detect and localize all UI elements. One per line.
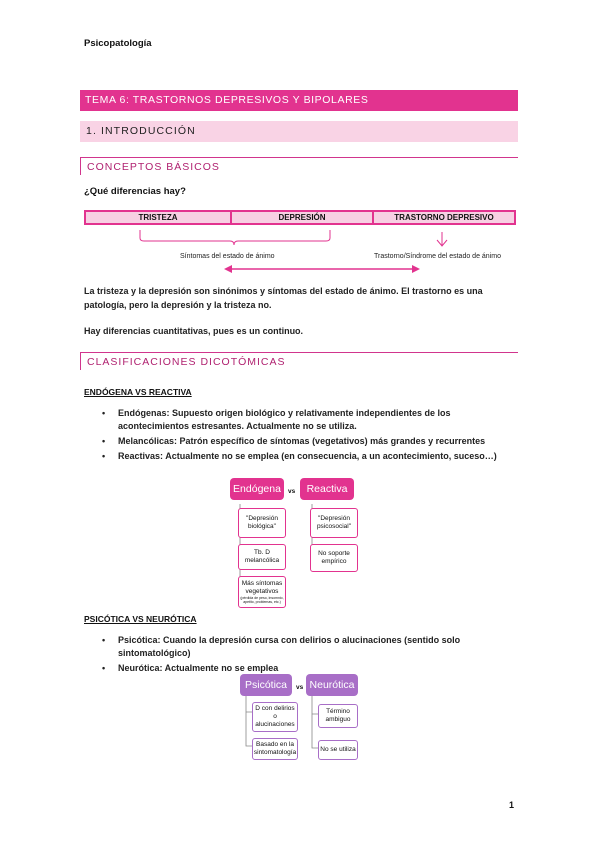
caption-symptoms: Síntomas del estado de ánimo bbox=[180, 253, 275, 260]
question-text: ¿Qué diferencias hay? bbox=[84, 186, 186, 197]
diagram-child-note: (pérdida de peso, insomnio, apetito, problemas, etc.) bbox=[240, 596, 284, 604]
diagram-vs: vs bbox=[288, 488, 296, 495]
diagram-child-melancolica: Tb. D melancólica bbox=[238, 544, 286, 570]
double-arrow-right-head bbox=[412, 265, 420, 273]
diagram-vs: vs bbox=[296, 684, 304, 691]
diagram-child-no-soporte: No soporte empírico bbox=[310, 544, 358, 572]
scale-annotations bbox=[84, 228, 516, 276]
bar-label-trastorno: TRASTORNO DEPRESIVO bbox=[394, 213, 494, 222]
diagram-child-termino-ambiguo: Término ambiguo bbox=[318, 704, 358, 728]
chapter-title: TEMA 6: TRASTORNOS DEPRESIVOS Y BIPOLARES bbox=[80, 90, 518, 111]
list-item: • Melancólicas: Patrón específico de síntomas (vegetativos) más grandes y recurrentes bbox=[100, 435, 518, 448]
diagram-child-sintomas-vegetativos bbox=[238, 576, 286, 608]
diagram-child-depresion-biologica: "Depresión biológica" bbox=[238, 508, 286, 538]
bar-label-depresion: DEPRESIÓN bbox=[278, 213, 326, 222]
list-item: • Neurótica: Actualmente no se emplea bbox=[100, 662, 518, 675]
diagram-child-no-se-utiliza: No se utiliza bbox=[318, 740, 358, 760]
list-psicotica-neurotica bbox=[100, 634, 518, 677]
diagram-box-endogena: Endógena bbox=[230, 478, 284, 500]
section-heading-clasificaciones: CLASIFICACIONES DICOTÓMICAS bbox=[80, 352, 518, 370]
list-item: • Psicótica: Cuando la depresión cursa con delirios o alucinaciones (sentido solo sintomatológico) bbox=[100, 634, 518, 660]
section-heading-conceptos: CONCEPTOS BÁSICOS bbox=[80, 157, 518, 175]
diagram-child-depresion-psicosocial: "Depresión psicosocial" bbox=[310, 508, 358, 538]
double-arrow-left-head bbox=[224, 265, 232, 273]
concept-scale-bar bbox=[84, 210, 516, 225]
bar-label-tristeza: TRISTEZA bbox=[138, 213, 178, 222]
diagram-box-neurotica: Neurótica bbox=[306, 674, 358, 696]
paragraph-continuo: Hay diferencias cuantitativas, pues es un continuo. bbox=[84, 326, 304, 336]
diagram-child-delirios: D con delirios o alucinaciones bbox=[252, 702, 298, 732]
list-item: • Endógenas: Supuesto origen biológico y relativamente independientes de los acontecimientos estresantes. Actualmente no se utiliza. bbox=[100, 407, 518, 433]
diagram-box-reactiva: Reactiva bbox=[300, 478, 354, 500]
list-item: • Reactivas: Actualmente no se emplea (en consecuencia, a un acontecimiento, suceso…) bbox=[100, 450, 518, 463]
subheading-endogena-reactiva: ENDÓGENA VS REACTIVA bbox=[84, 387, 192, 397]
paragraph-sinonimos: La tristeza y la depresión son sinónimos y síntomas del estado de ánimo. El trastorno es una patología, pero la depresión y la tristeza no. bbox=[84, 286, 483, 310]
diagram-child-sintomatologia: Basado en la sintomatología bbox=[252, 738, 298, 760]
header-title: Psicopatología bbox=[84, 38, 152, 49]
caption-disorder: Trastorno/Síndrome del estado de ánimo bbox=[374, 253, 501, 260]
subheading-psicotica-neurotica: PSICÓTICA VS NEURÓTICA bbox=[84, 614, 197, 624]
diagram-child-text: Más síntomas vegetativos bbox=[241, 580, 283, 595]
page-number: 1 bbox=[509, 800, 515, 810]
brace-symptoms bbox=[140, 230, 330, 245]
diagram-box-psicotica: Psicótica bbox=[240, 674, 292, 696]
section-title-introduccion: 1. INTRODUCCIÓN bbox=[80, 121, 518, 142]
list-endogena-reactiva bbox=[100, 407, 518, 465]
